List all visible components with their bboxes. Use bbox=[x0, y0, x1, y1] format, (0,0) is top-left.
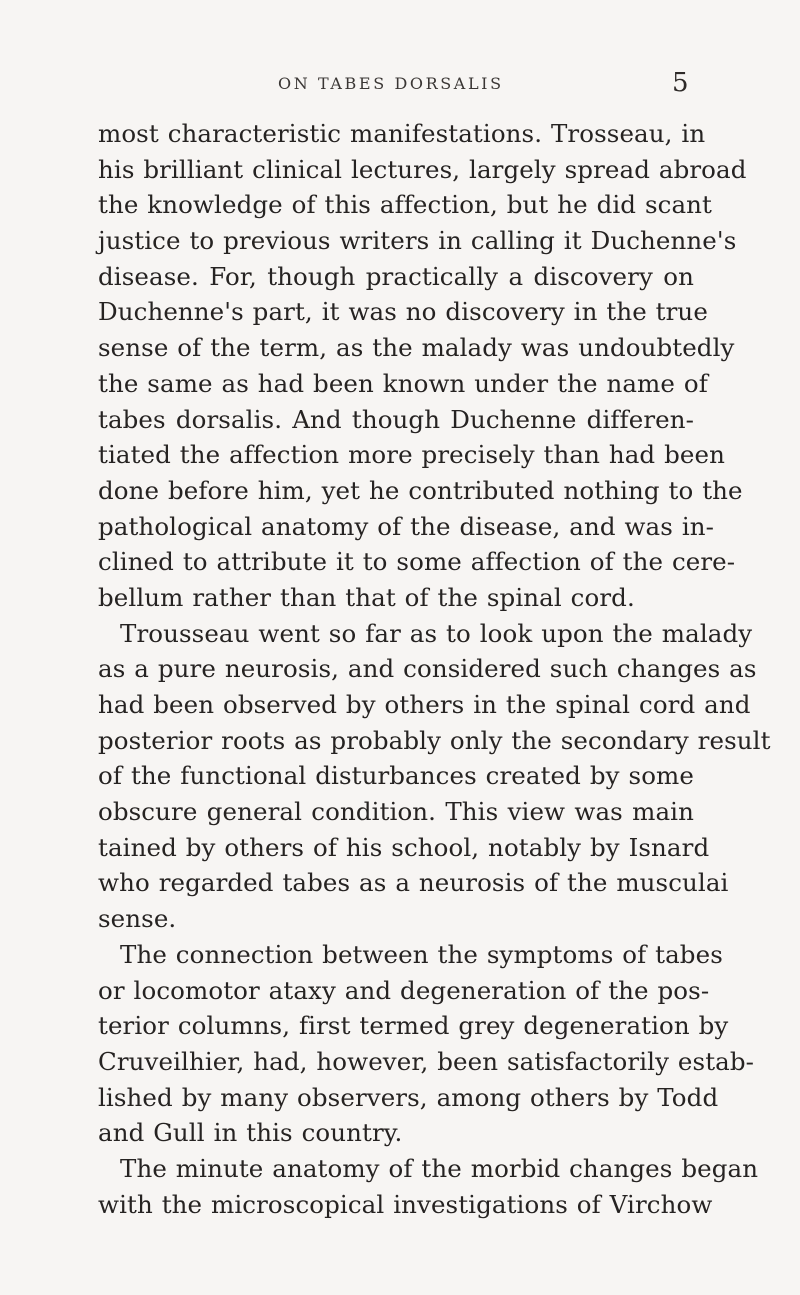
text-line: most characteristic manifestations. Trosseau, in bbox=[98, 119, 706, 148]
text-line: as a pure neurosis, and considered such changes as bbox=[98, 654, 757, 684]
text-line: with the microscopical investigations of Virchow bbox=[98, 1189, 713, 1219]
page-number: 5 bbox=[672, 68, 689, 98]
text-line: Trousseau went so far as to look upon the malady bbox=[120, 618, 753, 648]
text-line: obscure general condition. This view was main bbox=[98, 797, 694, 827]
text-line: and Gull in this country. bbox=[98, 1118, 403, 1148]
running-title: ON TABES DORSALIS bbox=[278, 74, 504, 93]
text-line: lished by many observers, among others by Todd bbox=[98, 1082, 719, 1112]
running-head bbox=[0, 68, 800, 104]
text-line: The minute anatomy of the morbid changes began bbox=[120, 1153, 759, 1183]
text-line: bellum rather than that of the spinal cord. bbox=[98, 582, 635, 612]
text-line: pathological anatomy of the disease, and was in- bbox=[98, 511, 715, 541]
text-line: the knowledge of this affection, but he did scant bbox=[98, 190, 712, 220]
text-line: of the functional disturbances created by some bbox=[98, 761, 694, 791]
text-line: his brilliant clinical lectures, largely spread abroad bbox=[98, 154, 747, 184]
text-line: sense. bbox=[98, 904, 177, 934]
text-line: posterior roots as probably only the secondary result bbox=[98, 725, 771, 755]
text-line: tabes dorsalis. And though Duchenne differen- bbox=[98, 404, 694, 434]
text-line: tiated the affection more precisely than had been bbox=[98, 440, 725, 470]
text-line: clined to attribute it to some affection of the cere- bbox=[98, 547, 736, 577]
text-line: done before him, yet he contributed nothing to the bbox=[98, 475, 743, 505]
text-line: terior columns, first termed grey degeneration by bbox=[98, 1011, 729, 1041]
text-line: or locomotor ataxy and degeneration of the pos- bbox=[98, 975, 710, 1005]
text-line: The connection between the symptoms of tabes bbox=[120, 939, 723, 969]
text-line: justice to previous writers in calling it Duchenne's bbox=[98, 226, 737, 256]
text-line: tained by others of his school, notably by Isnard bbox=[98, 832, 710, 862]
text-line: Duchenne's part, it was no discovery in the true bbox=[98, 297, 708, 327]
text-line: Cruveilhier, had, however, been satisfactorily estab- bbox=[98, 1046, 755, 1076]
text-line: who regarded tabes as a neurosis of the musculai bbox=[98, 868, 729, 898]
text-line: the same as had been known under the name of bbox=[98, 368, 708, 398]
body-text bbox=[98, 116, 771, 1222]
text-line: disease. For, though practically a discovery on bbox=[98, 261, 694, 291]
text-line: had been observed by others in the spinal cord and bbox=[98, 690, 751, 719]
text-line: sense of the term, as the malady was undoubtedly bbox=[98, 333, 735, 363]
